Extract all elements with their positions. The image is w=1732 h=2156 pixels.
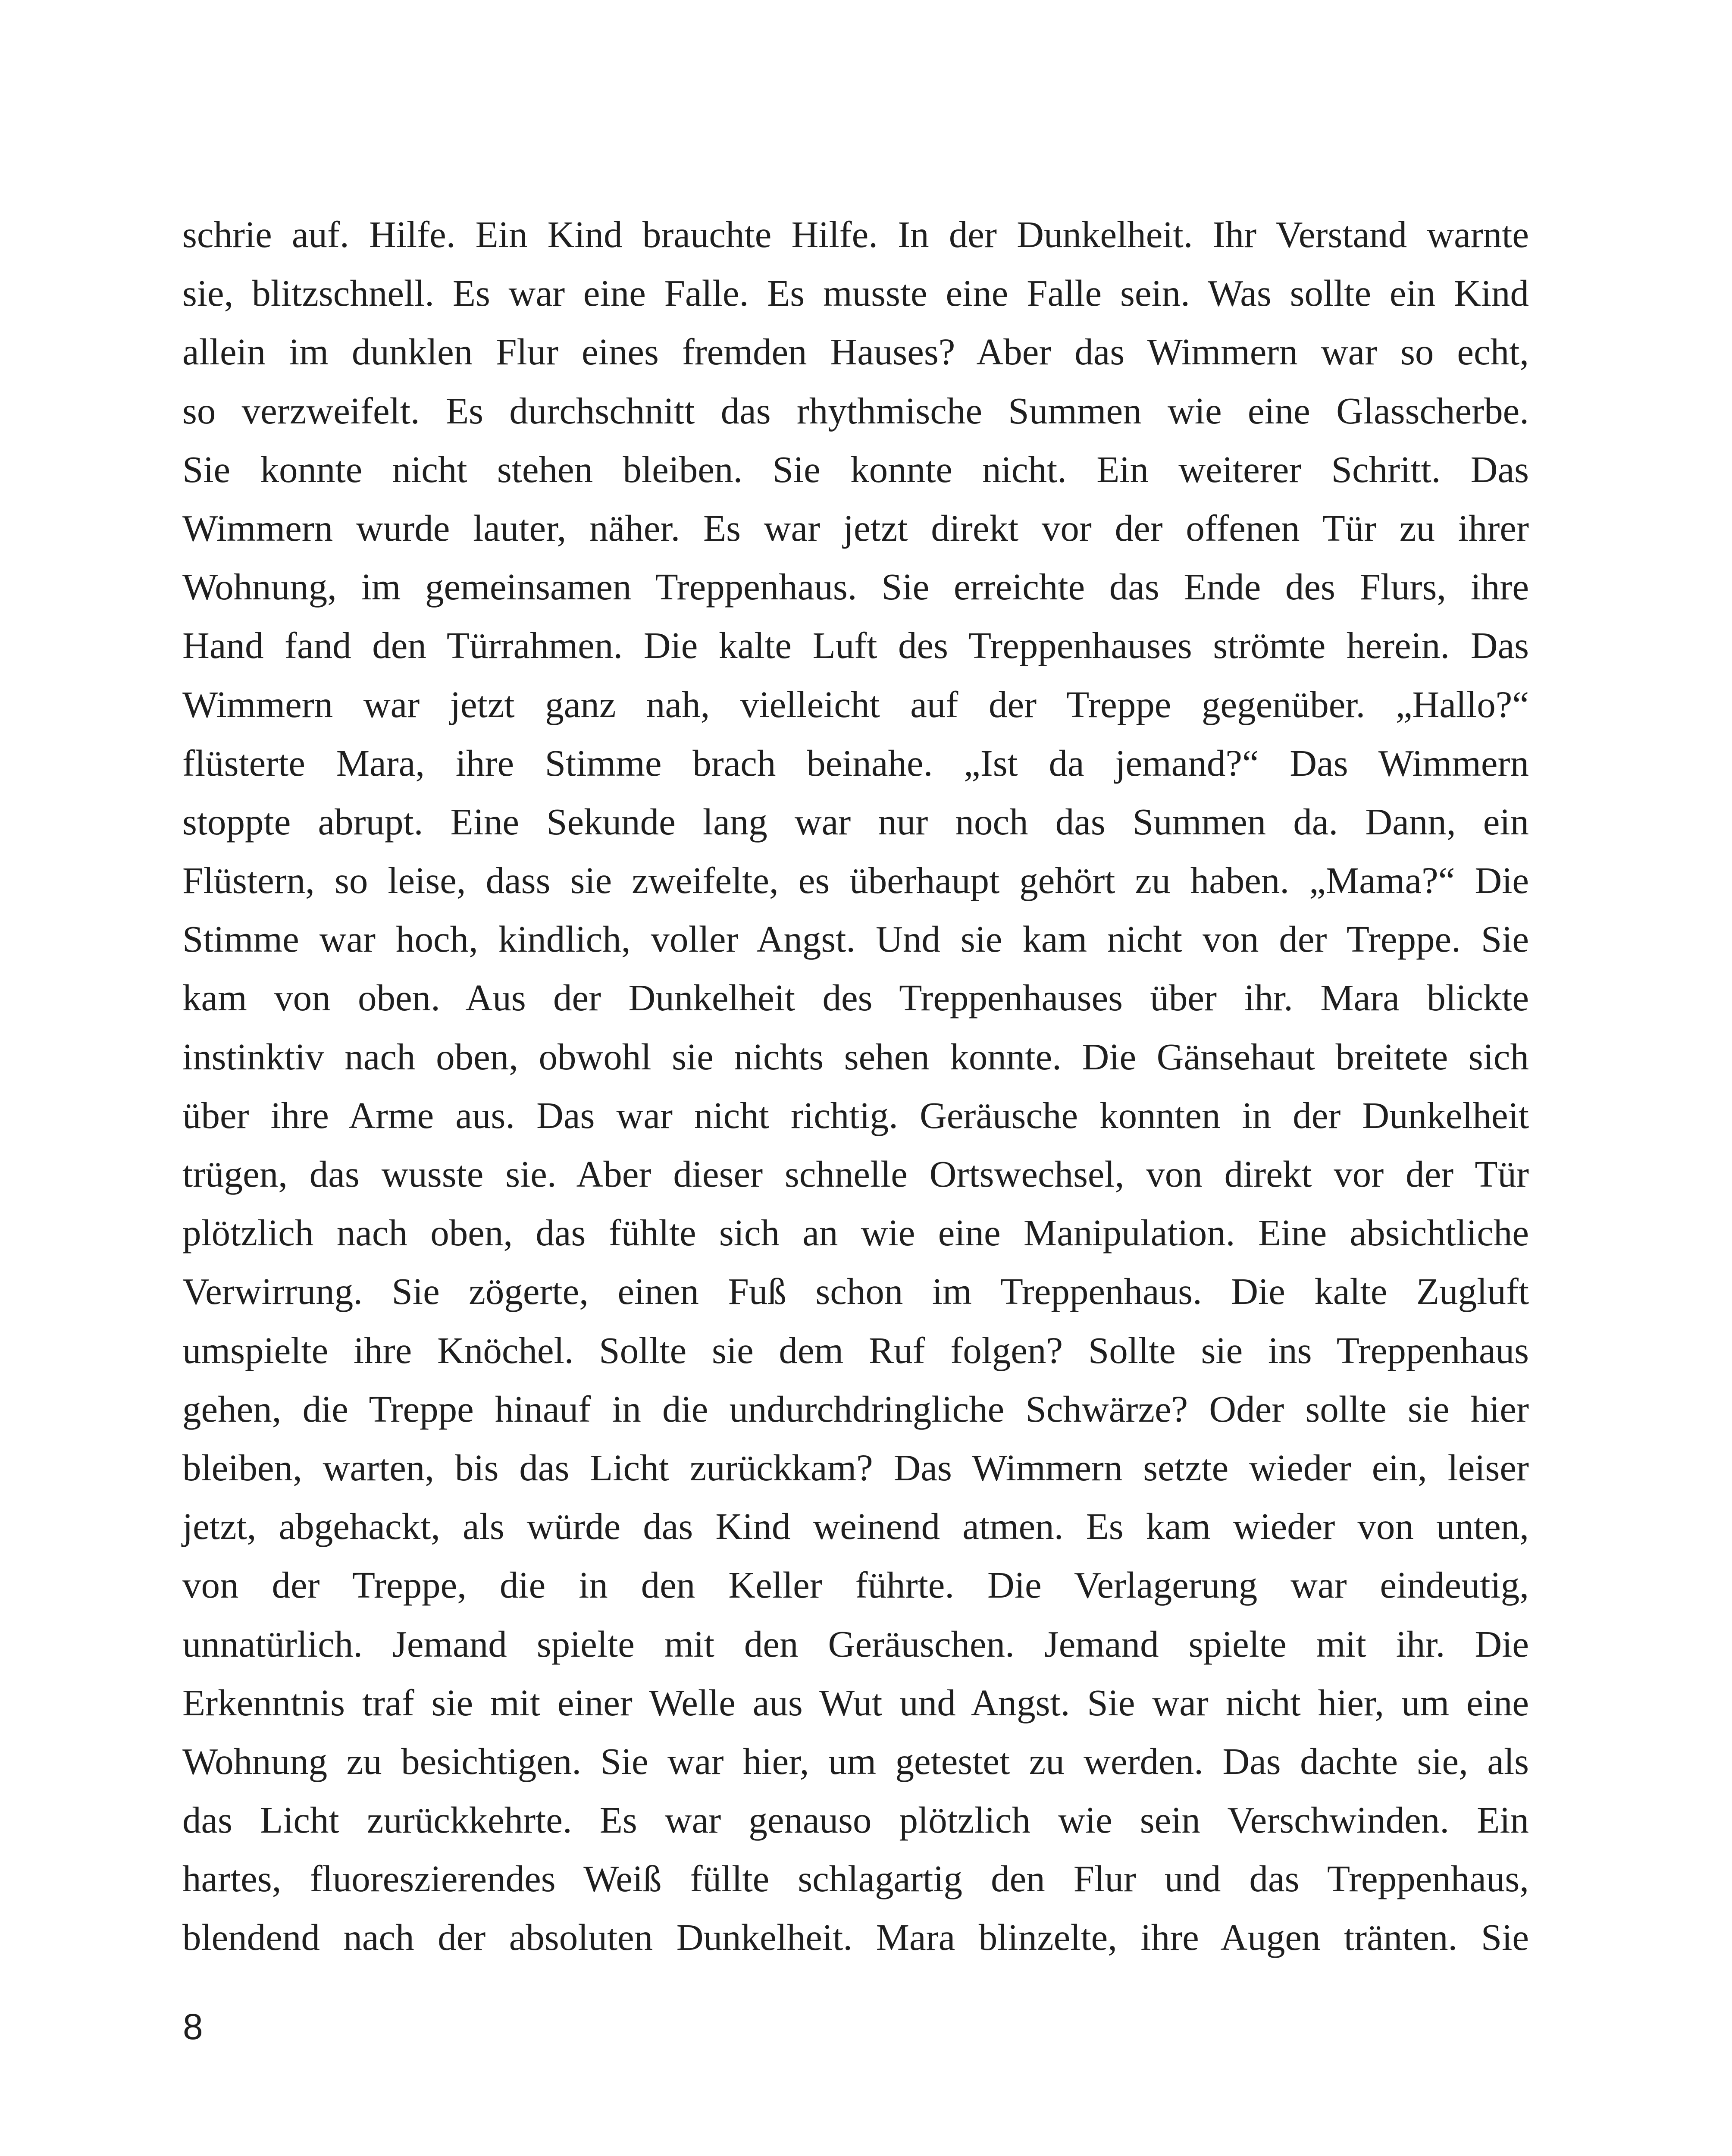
text-line: Hand fand den Türrahmen. Die kalte Luft des Treppenhauses strömte herein. Das — [182, 624, 1529, 667]
text-line: sie, blitzschnell. Es war eine Falle. Es musste eine Falle sein. Was sollte ein Kind — [182, 272, 1529, 314]
text-line: plötzlich nach oben, das fühlte sich an wie eine Manipulation. Eine absichtliche — [182, 1212, 1529, 1254]
text-line: umspielte ihre Knöchel. Sollte sie dem Ruf folgen? Sollte sie ins Treppenhaus — [182, 1329, 1529, 1371]
text-line: gehen, die Treppe hinauf in die undurchdringliche Schwärze? Oder sollte sie hier — [182, 1388, 1529, 1430]
text-line: kam von oben. Aus der Dunkelheit des Treppenhauses über ihr. Mara blickte — [182, 977, 1529, 1019]
text-line: Wimmern war jetzt ganz nah, vielleicht auf der Treppe gegenüber. „Hallo?“ — [182, 683, 1529, 725]
text-line: allein im dunklen Flur eines fremden Hauses? Aber das Wimmern war so echt, — [182, 331, 1529, 373]
text-line: Wohnung zu besichtigen. Sie war hier, um getestet zu werden. Das dachte sie, als — [182, 1740, 1529, 1782]
text-line: hartes, fluoreszierendes Weiß füllte schlagartig den Flur und das Treppenhaus, — [182, 1858, 1529, 1900]
text-line: schrie auf. Hilfe. Ein Kind brauchte Hilfe. In der Dunkelheit. Ihr Verstand warnte — [182, 213, 1529, 255]
text-line: Wimmern wurde lauter, näher. Es war jetzt direkt vor der offenen Tür zu ihrer — [182, 507, 1529, 549]
text-line: Stimme war hoch, kindlich, voller Angst. Und sie kam nicht von der Treppe. Sie — [182, 918, 1529, 960]
text-line: instinktiv nach oben, obwohl sie nichts sehen konnte. Die Gänsehaut breitete sich — [182, 1035, 1529, 1078]
text-line: über ihre Arme aus. Das war nicht richtig. Geräusche konnten in der Dunkelheit — [182, 1094, 1529, 1136]
text-line: trügen, das wusste sie. Aber dieser schnelle Ortswechsel, von direkt vor der Tür — [182, 1153, 1529, 1195]
text-line: das Licht zurückkehrte. Es war genauso plötzlich wie sein Verschwinden. Ein — [182, 1799, 1529, 1841]
text-line: Erkenntnis traf sie mit einer Welle aus Wut und Angst. Sie war nicht hier, um eine — [182, 1681, 1529, 1724]
text-line: Sie konnte nicht stehen bleiben. Sie konnte nicht. Ein weiterer Schritt. Das — [182, 448, 1529, 490]
text-line: blendend nach der absoluten Dunkelheit. Mara blinzelte, ihre Augen tränten. Sie — [182, 1916, 1529, 1959]
text-line: von der Treppe, die in den Keller führte. Die Verlagerung war eindeutig, — [182, 1564, 1529, 1606]
text-line: jetzt, abgehackt, als würde das Kind weinend atmen. Es kam wieder von unten, — [182, 1505, 1529, 1548]
body-text — [182, 205, 1529, 1967]
text-line: Verwirrung. Sie zögerte, einen Fuß schon im Treppenhaus. Die kalte Zugluft — [182, 1270, 1529, 1313]
text-line: unnatürlich. Jemand spielte mit den Geräuschen. Jemand spielte mit ihr. Die — [182, 1623, 1529, 1665]
text-line: bleiben, warten, bis das Licht zurückkam? Das Wimmern setzte wieder ein, leiser — [182, 1446, 1529, 1489]
text-line: flüsterte Mara, ihre Stimme brach beinahe. „Ist da jemand?“ Das Wimmern — [182, 742, 1529, 784]
text-line: so verzweifelt. Es durchschnitt das rhythmische Summen wie eine Glasscherbe. — [182, 389, 1529, 432]
page-number: 8 — [183, 2006, 203, 2047]
text-line: Wohnung, im gemeinsamen Treppenhaus. Sie erreichte das Ende des Flurs, ihre — [182, 566, 1529, 608]
text-line: Flüstern, so leise, dass sie zweifelte, es überhaupt gehört zu haben. „Mama?“ Die — [182, 859, 1529, 902]
text-line: stoppte abrupt. Eine Sekunde lang war nur noch das Summen da. Dann, ein — [182, 800, 1529, 843]
